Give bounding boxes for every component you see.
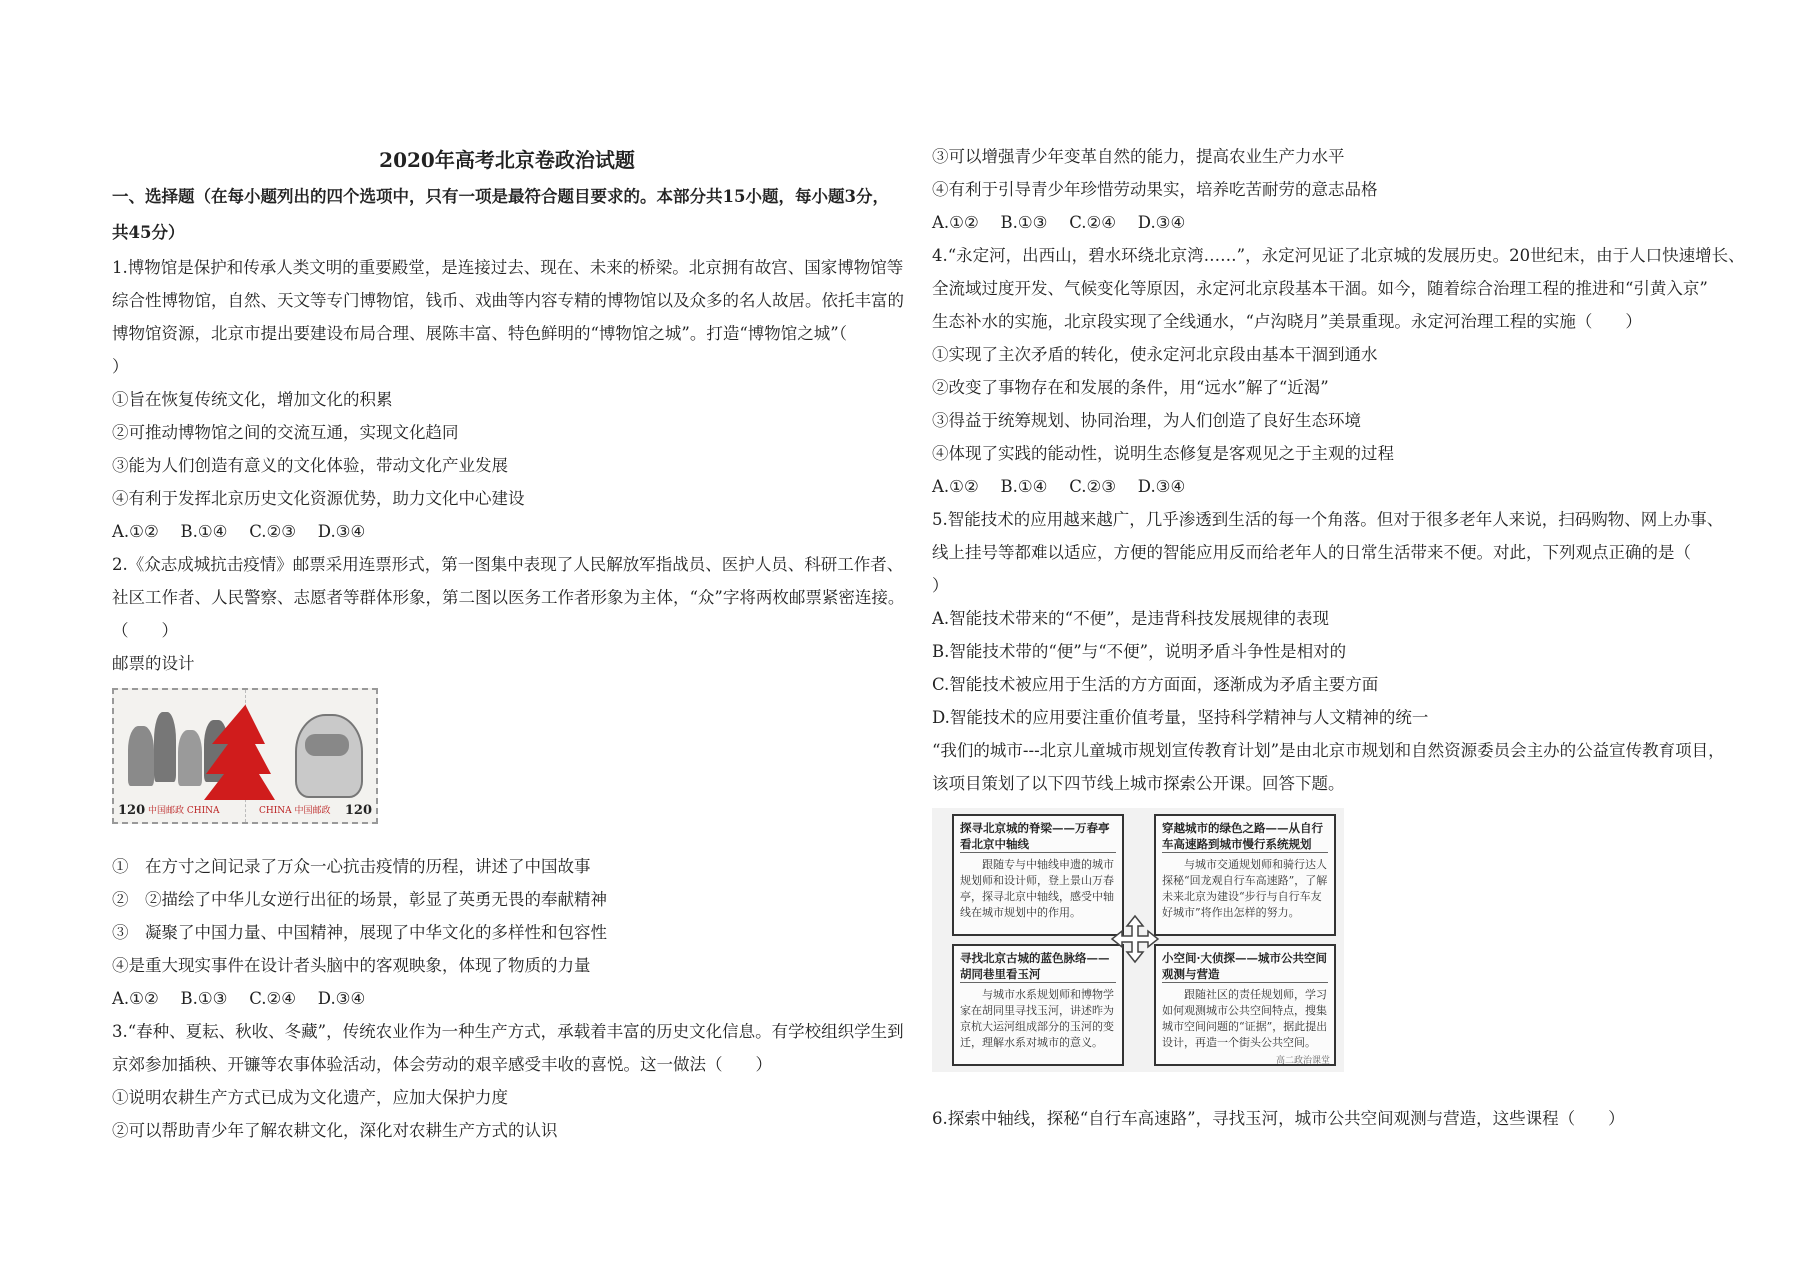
course-box-bike: 穿越城市的绿色之路——从自行车高速路到城市慢行系统规划 与城市交通规划师和骑行达人探秘“回龙观自行车高速路”，了解未来北京为建设“步行与自行车友好城市”将作出怎样的努力。 (1154, 814, 1336, 936)
stamp-brand: CHINA 中国邮政 (259, 806, 331, 816)
intro-line: 该项目策划了以下四节线上城市探索公开课。回答下题。 (932, 774, 1345, 793)
question-line: ） (932, 576, 949, 595)
stamp-denomination: 120 (344, 803, 372, 818)
course-box-space: 小空间·大侦探——城市公共空间观测与营造 跟随社区的责任规划师，学习如何观测城市公共空间特点，搜集城市空间问题的“证据”，据此提出设计，再造一个街头公共空间。 (1154, 944, 1336, 1066)
stamp-denomination: 120 (118, 803, 146, 818)
section-heading: 一、选择题（在每小题列出的四个选项中，只有一项是最符合题目要求的。本部分共15小题，每小题3分，共45分） (112, 187, 889, 242)
option-line: C.智能技术被应用于生活的方方面面，逐渐成为矛盾主要方面 (932, 675, 1379, 694)
question-line: 3.“春种、夏耘、秋收、冬藏”，传统农业作为一种生产方式，承载着丰富的历史文化信息。有学校组织学生到 (112, 1022, 904, 1041)
stamp-right (245, 690, 376, 822)
question-line: （ ） (112, 621, 178, 640)
question-line: 生态补水的实施，北京段实现了全线通水，“卢沟晓月”美景重现。永定河治理工程的实施（ ） (932, 312, 1642, 331)
option-line: ③可以增强青少年变革自然的能力，提高农业生产力水平 (932, 147, 1345, 166)
option-line: ②改变了事物存在和发展的条件，用“远水”解了“近渴” (932, 378, 1329, 397)
option-line: D.智能技术的应用要注重价值考量，坚持科学精神与人文精神的统一 (932, 708, 1429, 727)
answer-choices: A.①② B.①③ C.②④ D.③④ (932, 213, 1186, 232)
question-line: 5.智能技术的应用越来越广，几乎渗透到生活的每一个角落。但对于很多老年人来说，扫码购物、网上办事、 (932, 510, 1724, 529)
option-line: ④是重大现实事件在设计者头脑中的客观映象，体现了物质的力量 (112, 956, 591, 975)
answer-choices: A.①② B.①④ C.②③ D.③④ (112, 522, 366, 541)
option-line: ①旨在恢复传统文化，增加文化的积累 (112, 390, 393, 409)
question-line: 线上挂号等都难以适应，方便的智能应用反而给老年人的日常生活带来不便。对此，下列观点正确的是（ (932, 543, 1691, 562)
option-line: ③得益于统筹规划、协同治理，为人们创造了良好生态环境 (932, 411, 1361, 430)
question-line: 1.博物馆是保护和传承人类文明的重要殿堂，是连接过去、现在、未来的桥梁。北京拥有故宫、国家博物馆等 (112, 258, 904, 277)
option-line: B.智能技术带的“便”与“不便”，说明矛盾斗争性是相对的 (932, 642, 1347, 661)
option-line: ④有利于引导青少年珍惜劳动果实，培养吃苦耐劳的意志品格 (932, 180, 1378, 199)
option-line: ③能为人们创造有意义的文化体验，带动文化产业发展 (112, 456, 508, 475)
question-line: 邮票的设计 (112, 654, 195, 673)
stamp-left (114, 690, 246, 822)
question-line: 4.“永定河，出西山，碧水环绕北京湾……”，永定河见证了北京城的发展历史。20世纪末，由于人口快速增长、 (932, 246, 1745, 265)
stamp-brand: 中国邮政 CHINA (148, 806, 220, 816)
course-diagram (932, 808, 1344, 1072)
option-line: ④体现了实践的能动性，说明生态修复是客观见之于主观的过程 (932, 444, 1394, 463)
page-title: 2020年高考北京卷政治试题 (379, 148, 635, 172)
right-column (932, 140, 1745, 1135)
question-line: ） (112, 357, 129, 376)
left-column (112, 140, 905, 1147)
question-line: 2.《众志成城抗击疫情》邮票采用连票形式，第一图集中表现了人民解放军指战员、医护人员、科研工作者、 (112, 555, 904, 574)
answer-choices: A.①② B.①④ C.②③ D.③④ (932, 477, 1186, 496)
answer-choices: A.①② B.①③ C.②④ D.③④ (112, 989, 366, 1008)
option-line: ① 在方寸之间记录了万众一心抗击疫情的历程，讲述了中国故事 (112, 857, 591, 876)
option-line: A.智能技术带来的“不便”，是违背科技发展规律的表现 (932, 609, 1330, 628)
course-box-axis: 探寻北京城的脊梁——万春亭看北京中轴线 跟随专与中轴线申遗的城市规划师和设计师，登上景山万春亭，探寻北京中轴线，感受中轴线在城市规划中的作用。 (952, 814, 1124, 936)
question-line: 综合性博物馆，自然、天文等专门博物馆，钱币、戏曲等内容专精的博物馆以及众多的名人故居。依托丰富的 (112, 291, 904, 310)
stamp-image (112, 688, 378, 824)
question-line: 京郊参加插秧、开镰等农事体验活动，体会劳动的艰辛感受丰收的喜悦。这一做法（ ） (112, 1055, 772, 1074)
question-line: 博物馆资源，北京市提出要建设布局合理、展陈丰富、特色鲜明的“博物馆之城”。打造“博物馆之城”（ (112, 324, 847, 343)
option-line: ③ 凝聚了中国力量、中国精神，展现了中华文化的多样性和包容性 (112, 923, 607, 942)
question-line: 社区工作者、人民警察、志愿者等群体形象，第二图以医务工作者形象为主体，“众”字将两枚邮票紧密连接。 (112, 588, 905, 607)
option-line: ②可以帮助青少年了解农耕文化，深化对农耕生产方式的认识 (112, 1121, 558, 1140)
course-box-river: 寻找北京古城的蓝色脉络——胡同巷里看玉河 与城市水系规划师和博物学家在胡同里寻找玉河，讲述昨为京杭大运河组成部分的玉河的变迁，理解水系对城市的意义。 (952, 944, 1124, 1066)
intro-line: “我们的城市---北京儿童城市规划宣传教育计划”是由北京市规划和自然资源委员会主办的公益宣传教育项目， (932, 741, 1725, 760)
watermark: 高二政治课堂 (1275, 1056, 1330, 1066)
four-way-arrow-icon (1110, 914, 1160, 964)
option-line: ④有利于发挥北京历史文化资源优势，助力文化中心建设 (112, 489, 525, 508)
question-line: 6.探索中轴线，探秘“自行车高速路”，寻找玉河，城市公共空间观测与营造，这些课程（ ） (932, 1109, 1625, 1128)
option-line: ②可推动博物馆之间的交流互通，实现文化趋同 (112, 423, 459, 442)
option-line: ② ②描绘了中华儿女逆行出征的场景，彰显了英勇无畏的奉献精神 (112, 890, 607, 909)
question-line: 全流域过度开发、气候变化等原因，永定河北京段基本干涸。如今，随着综合治理工程的推进和“引黄入京” (932, 279, 1708, 298)
option-line: ①说明农耕生产方式已成为文化遗产，应加大保护力度 (112, 1088, 508, 1107)
option-line: ①实现了主次矛盾的转化，使永定河北京段由基本干涸到通水 (932, 345, 1378, 364)
